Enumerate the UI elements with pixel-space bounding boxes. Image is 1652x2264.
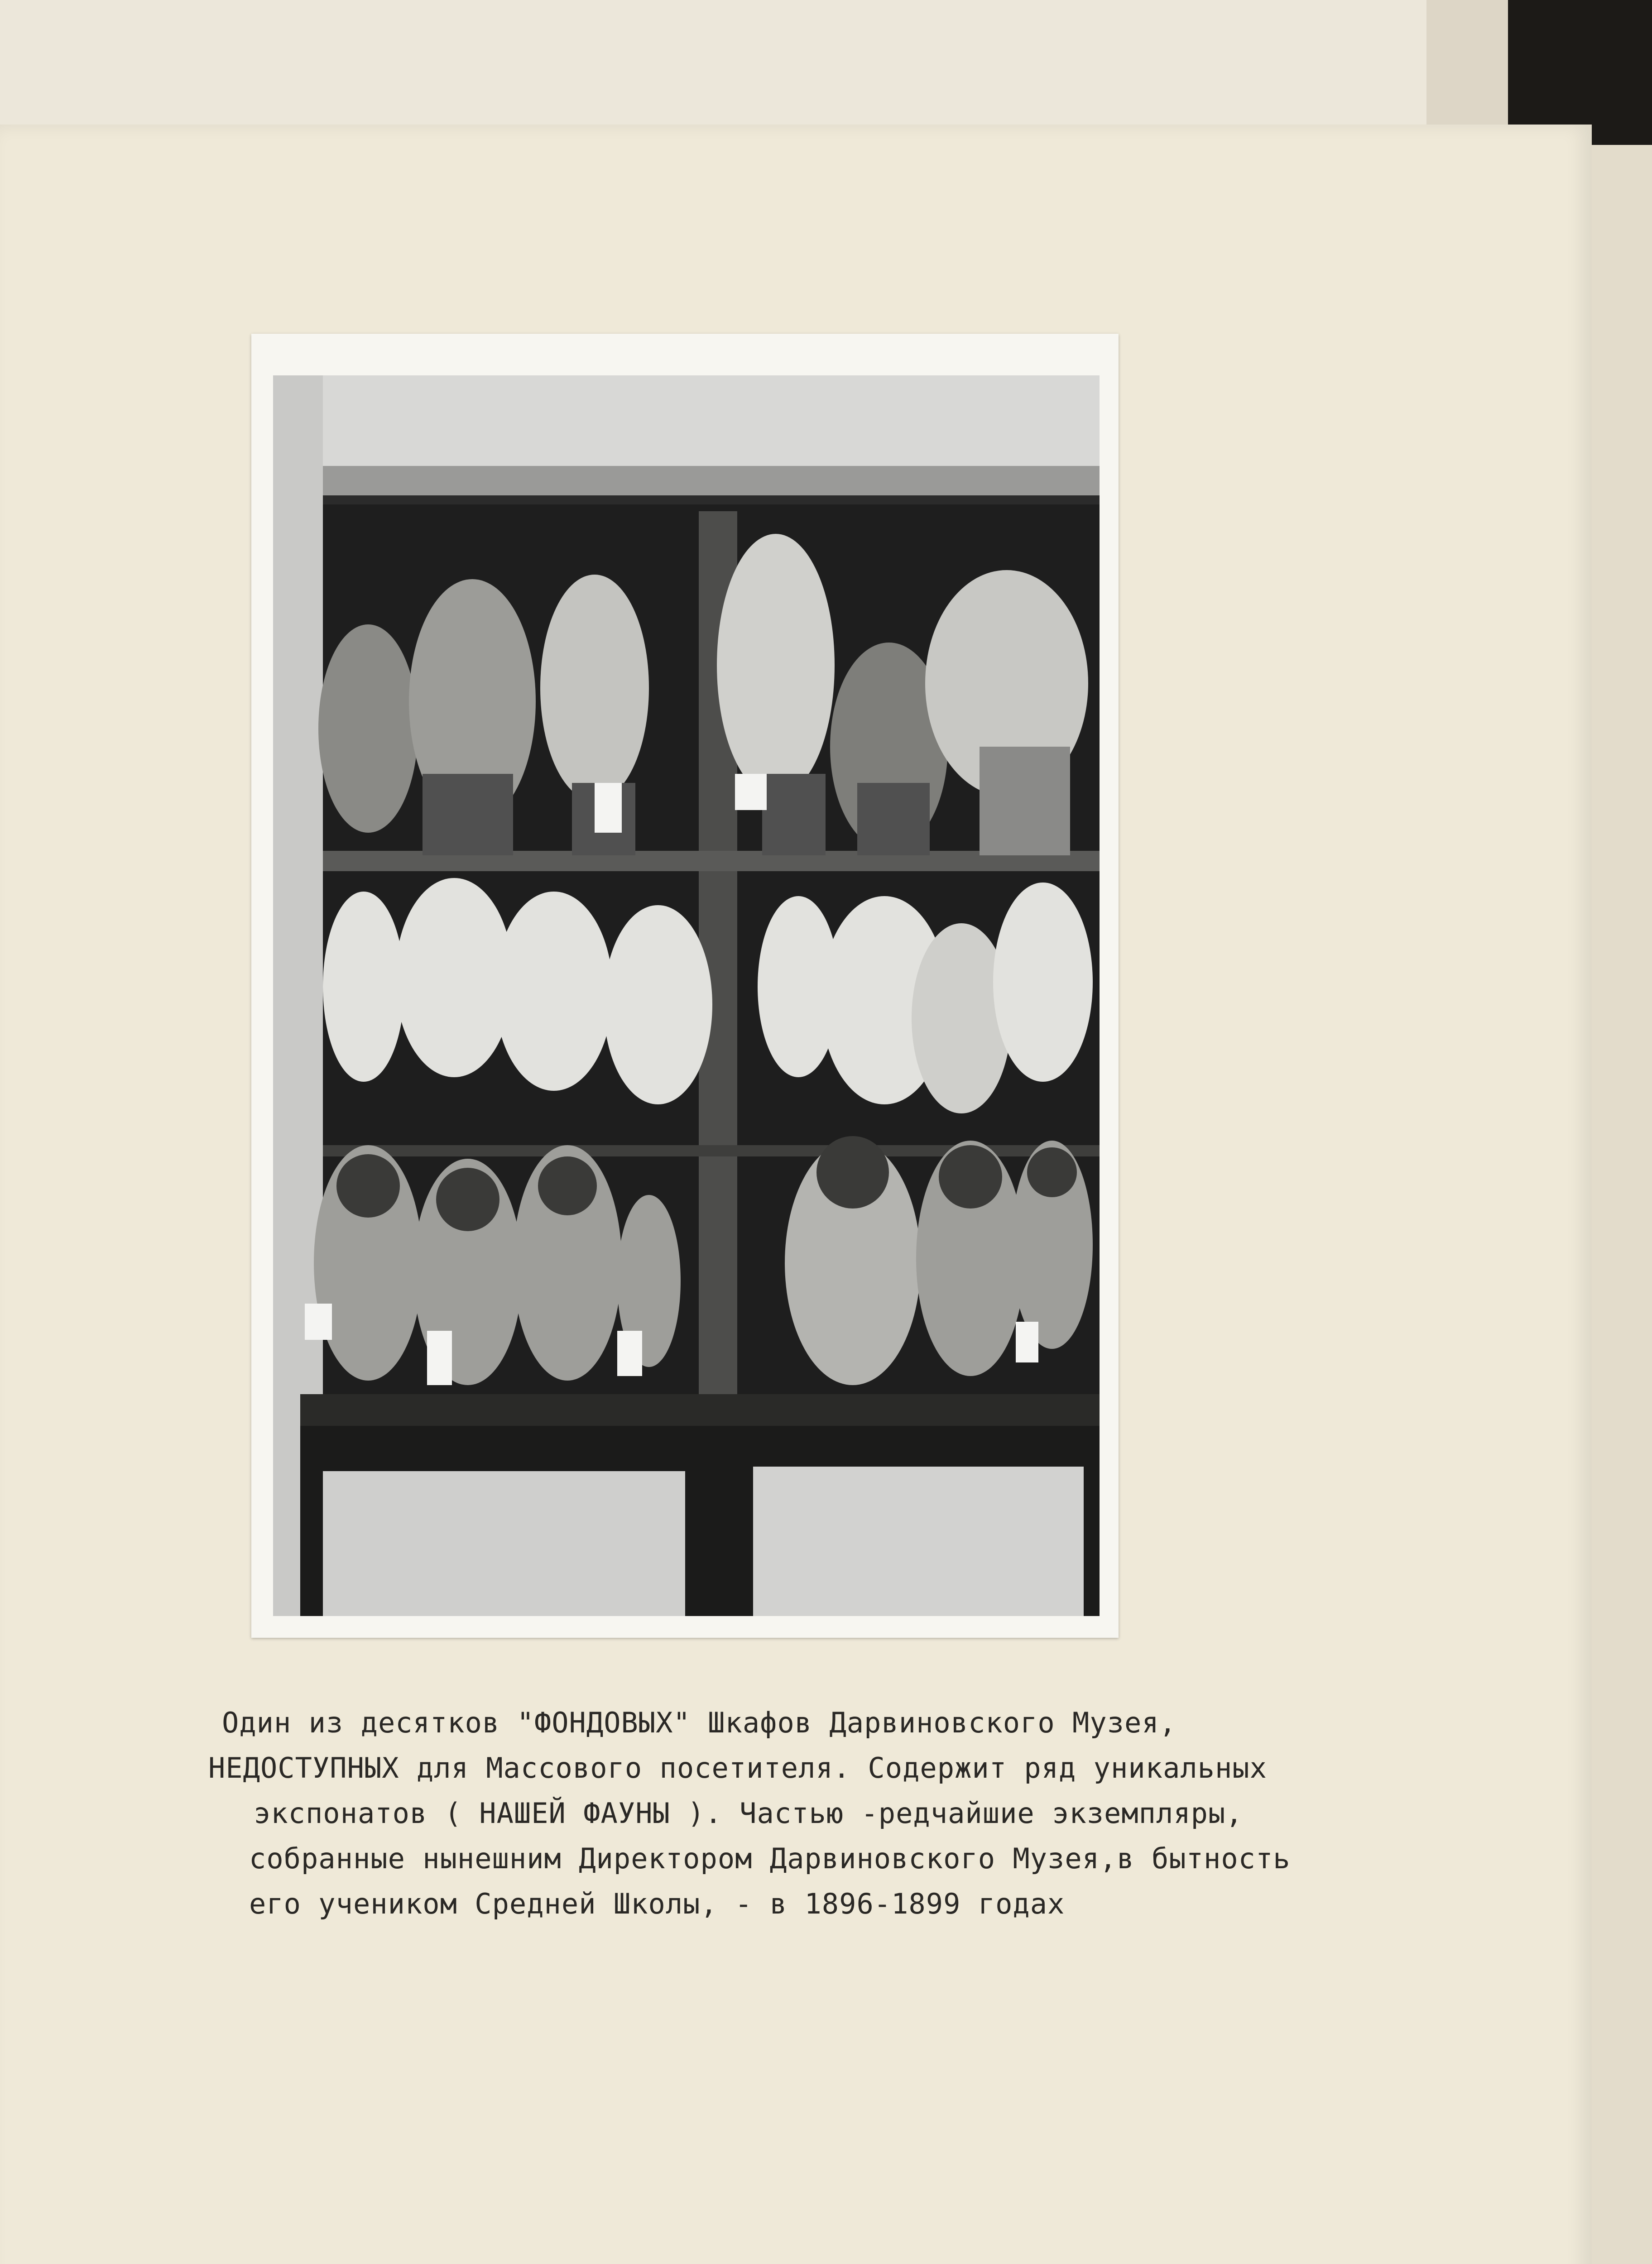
- caption-line: НЕДОСТУПНЫХ для Массового посетителя. Содержит ряд уникальных: [208, 1751, 1267, 1784]
- cabinet-photo: [273, 375, 1100, 1616]
- photo-mount: [251, 334, 1119, 1638]
- right-page-edge: [1585, 145, 1652, 2264]
- typed-caption: [199, 1700, 1513, 1927]
- caption-line: экспонатов ( НАШЕЙ ФАУНЫ ). Частью -редчайшие экземпляры,: [254, 1797, 1243, 1830]
- caption-line: собранные нынешним Директором Дарвиновского Музея,в бытность: [249, 1842, 1291, 1875]
- caption-line: его учеником Средней Школы, - в 1896-1899 годах: [249, 1887, 1065, 1920]
- background-sheet-edge: [1426, 0, 1508, 127]
- caption-line: Один из десятков "ФОНДОВЫХ" Шкафов Дарвиновского Музея,: [222, 1706, 1177, 1739]
- owl-specimens-cabinet-icon: [273, 375, 1100, 1616]
- album-page: [0, 125, 1592, 2264]
